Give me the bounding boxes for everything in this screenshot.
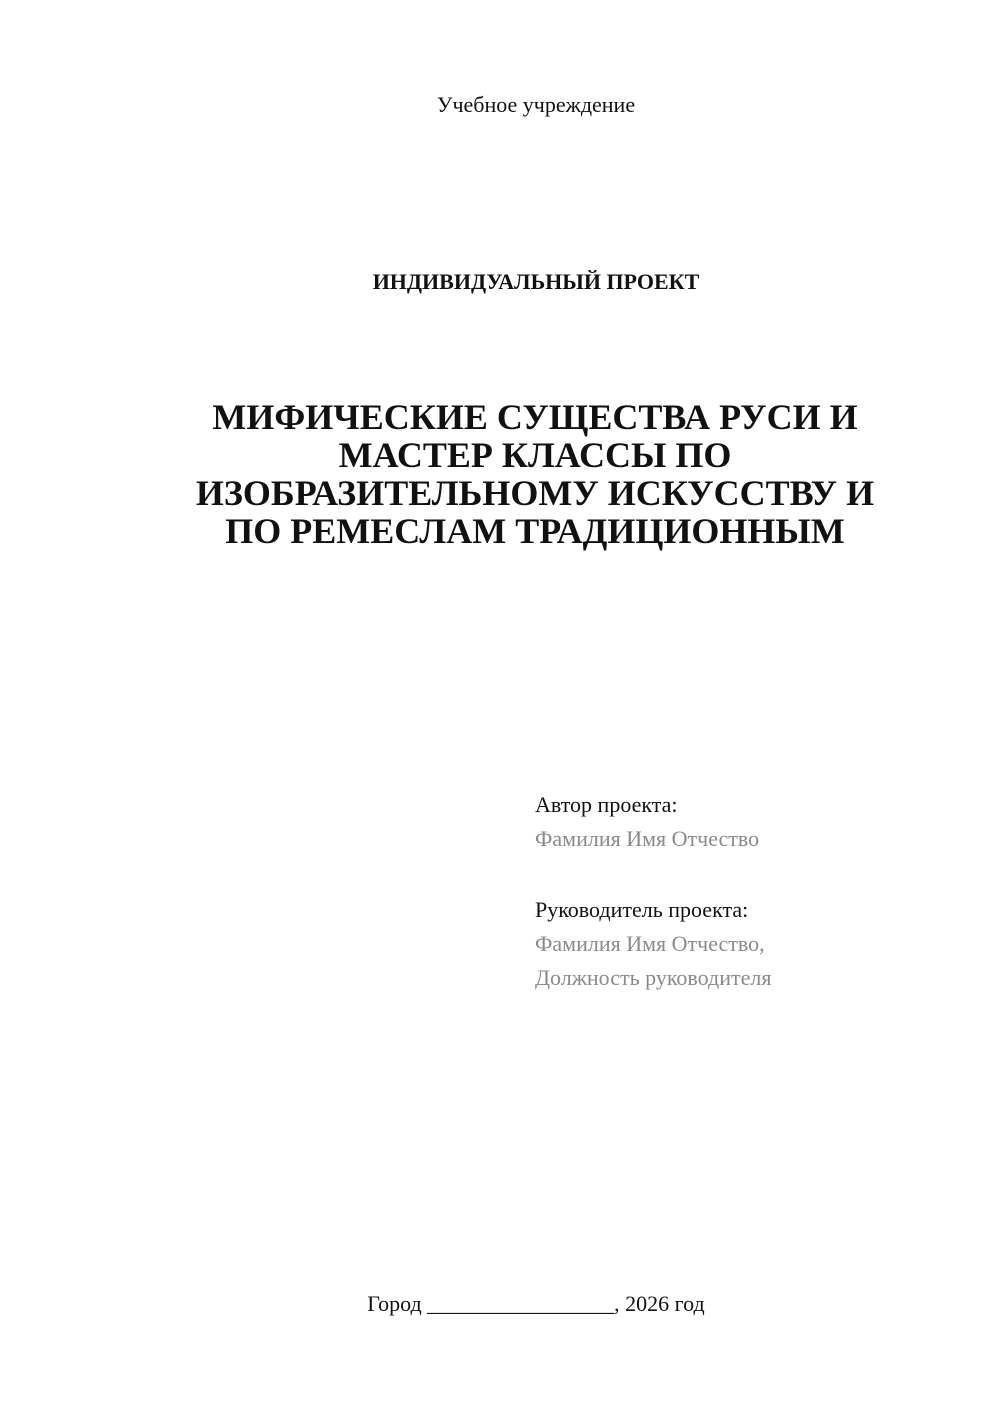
project-title-line: МАСТЕР КЛАССЫ ПО	[338, 435, 732, 475]
document-type: ИНДИВИДУАЛЬНЫЙ ПРОЕКТ	[372, 269, 700, 294]
project-people-block	[535, 788, 955, 995]
author-name-placeholder: Фамилия Имя Отчество	[535, 826, 760, 851]
city-year-footer: Город _________________, 2026 год	[367, 1291, 705, 1316]
project-title-line: МИФИЧЕСКИЕ СУЩЕСТВА РУСИ И	[212, 397, 858, 437]
supervisor-name-placeholder: Фамилия Имя Отчество,	[535, 931, 765, 956]
project-title-line: ПО РЕМЕСЛАМ ТРАДИЦИОННЫМ	[225, 511, 845, 551]
author-label: Автор проекта:	[535, 792, 678, 817]
spacer	[535, 856, 955, 893]
institution-name: Учебное учреждение	[436, 92, 636, 117]
supervisor-position-placeholder: Должность руководителя	[535, 965, 772, 990]
project-title-line: ИЗОБРАЗИТЕЛЬНОМУ ИСКУССТВУ И	[195, 473, 875, 513]
supervisor-label: Руководитель проекта:	[535, 897, 749, 922]
project-title	[150, 398, 920, 550]
